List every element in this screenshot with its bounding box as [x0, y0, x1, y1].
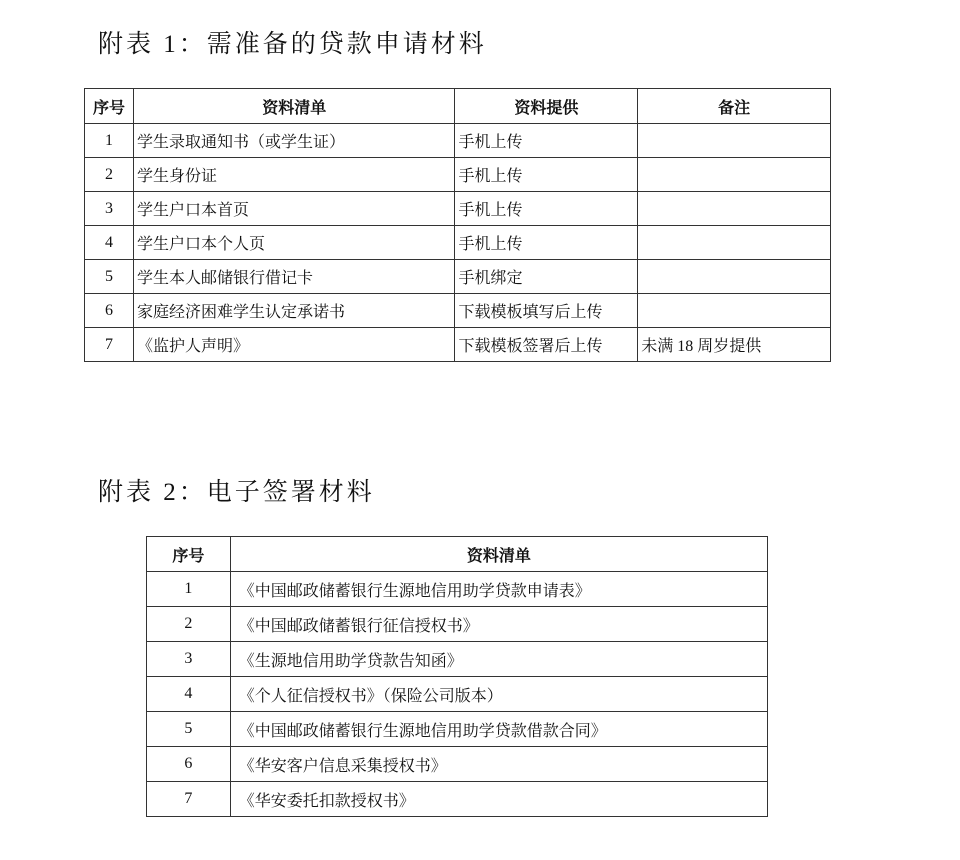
cell-index: 2 [147, 607, 231, 642]
table-row [147, 572, 768, 607]
cell-note: 未满 18 周岁提供 [638, 328, 831, 362]
cell-index: 1 [147, 572, 231, 607]
table-row [147, 712, 768, 747]
cell-item: 《中国邮政储蓄银行生源地信用助学贷款借款合同》 [230, 712, 767, 747]
table-row [147, 642, 768, 677]
cell-item: 《监护人声明》 [133, 328, 455, 362]
cell-provision: 手机上传 [455, 226, 638, 260]
cell-note [638, 226, 831, 260]
cell-index: 2 [85, 158, 134, 192]
table-row [85, 158, 831, 192]
table-row [147, 782, 768, 817]
table2-title: 附表 2：电子签署材料 [98, 479, 375, 506]
table1-title: 附表 1：需准备的贷款申请材料 [98, 31, 487, 58]
cell-item: 《生源地信用助学贷款告知函》 [230, 642, 767, 677]
table-row [85, 294, 831, 328]
cell-item: 学生户口本个人页 [133, 226, 455, 260]
cell-index: 6 [147, 747, 231, 782]
cell-index: 6 [85, 294, 134, 328]
cell-note [638, 192, 831, 226]
cell-note [638, 124, 831, 158]
cell-index: 5 [85, 260, 134, 294]
table-row [85, 124, 831, 158]
cell-provision: 手机绑定 [455, 260, 638, 294]
cell-note [638, 294, 831, 328]
header-provision: 资料提供 [455, 89, 638, 124]
cell-index: 7 [85, 328, 134, 362]
cell-index: 4 [85, 226, 134, 260]
cell-index: 7 [147, 782, 231, 817]
cell-index: 3 [85, 192, 134, 226]
cell-item: 学生录取通知书（或学生证） [133, 124, 455, 158]
cell-item: 学生身份证 [133, 158, 455, 192]
table-row [85, 192, 831, 226]
cell-provision: 下载模板填写后上传 [455, 294, 638, 328]
cell-provision: 手机上传 [455, 158, 638, 192]
cell-item: 《中国邮政储蓄银行生源地信用助学贷款申请表》 [230, 572, 767, 607]
cell-item: 家庭经济困难学生认定承诺书 [133, 294, 455, 328]
header-index: 序号 [147, 537, 231, 572]
table-row [147, 677, 768, 712]
header-item: 资料清单 [133, 89, 455, 124]
cell-index: 4 [147, 677, 231, 712]
table-row [147, 607, 768, 642]
cell-note [638, 260, 831, 294]
header-index: 序号 [85, 89, 134, 124]
loan-materials-table [84, 88, 831, 362]
table-row [85, 328, 831, 362]
e-sign-materials-table [146, 536, 768, 817]
cell-item: 《中国邮政储蓄银行征信授权书》 [230, 607, 767, 642]
header-note: 备注 [638, 89, 831, 124]
table-row [85, 226, 831, 260]
cell-provision: 手机上传 [455, 192, 638, 226]
cell-provision: 手机上传 [455, 124, 638, 158]
cell-index: 1 [85, 124, 134, 158]
cell-note [638, 158, 831, 192]
cell-item: 学生本人邮储银行借记卡 [133, 260, 455, 294]
cell-item: 学生户口本首页 [133, 192, 455, 226]
cell-item: 《个人征信授权书》（保险公司版本） [230, 677, 767, 712]
cell-provision: 下载模板签署后上传 [455, 328, 638, 362]
cell-item: 《华安客户信息采集授权书》 [230, 747, 767, 782]
table-row [85, 260, 831, 294]
cell-index: 5 [147, 712, 231, 747]
cell-item: 《华安委托扣款授权书》 [230, 782, 767, 817]
cell-index: 3 [147, 642, 231, 677]
table-header-row [147, 537, 768, 572]
header-item: 资料清单 [230, 537, 767, 572]
table-header-row [85, 89, 831, 124]
table-row [147, 747, 768, 782]
